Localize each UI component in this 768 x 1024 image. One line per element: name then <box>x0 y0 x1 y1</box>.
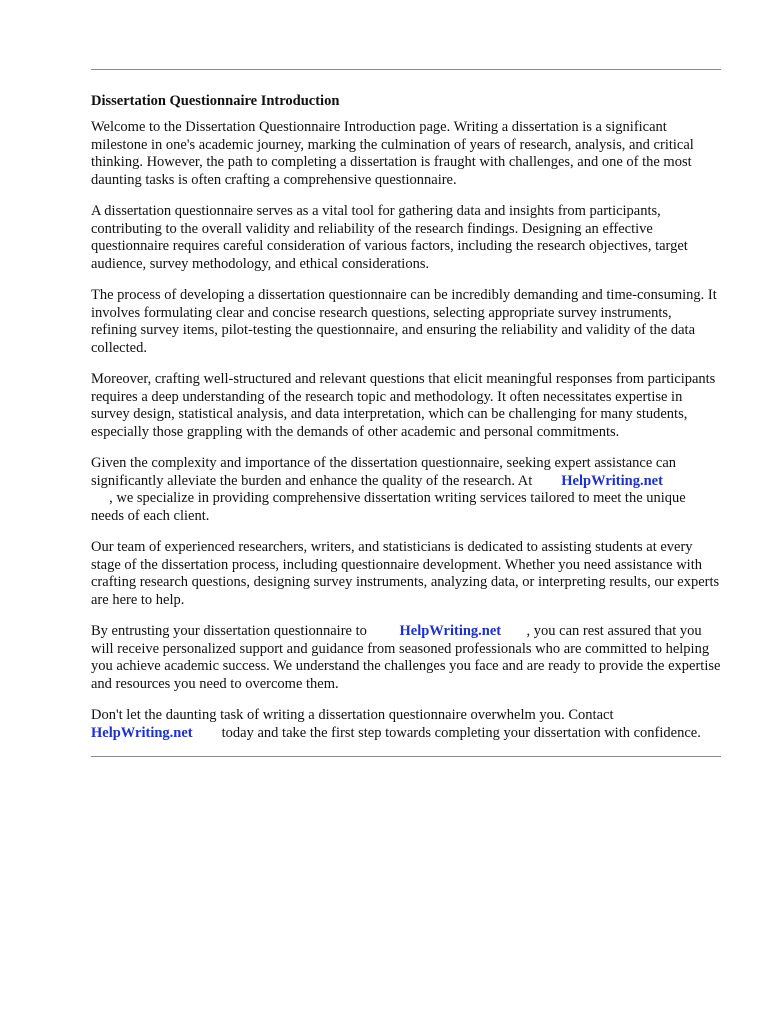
paragraph-contact-text-2: today and take the first step towards completing your dissertation with confidence. <box>221 724 701 741</box>
document-page <box>91 0 721 757</box>
paragraph-expertise: Moreover, crafting well-structured and relevant questions that elicit meaningful responses from participants requires a deep understanding of the research topic and methodology. It often necessitates expertise in survey design, statistical analysis, and data interpretation, which can be challenging for many students, especially those grappling with the demands of other academic and personal commitments. <box>91 371 716 440</box>
bottom-divider <box>91 756 721 757</box>
paragraph-team: Our team of experienced researchers, writers, and statisticians is dedicated to assisting students at every stage of the dissertation process, including questionnaire development. Whether you need assistance with crafting research questions, designing survey instruments, analyzing data, or interpreting results, our experts are here to help. <box>91 539 720 608</box>
paragraph-assistance-text-2: , we specialize in providing comprehensive dissertation writing services tailored to meet the unique needs of each client. <box>91 490 686 524</box>
paragraph-contact-text-1: Don't let the daunting task of writing a dissertation questionnaire overwhelm you. Contact <box>91 707 614 723</box>
paragraph-entrust <box>91 623 721 693</box>
paragraph-entrust-text-1: By entrusting your dissertation questionnaire to <box>91 623 367 639</box>
paragraph-contact <box>91 707 721 742</box>
page-title: Dissertation Questionnaire Introduction <box>91 93 340 109</box>
top-divider <box>91 69 721 70</box>
paragraph-assistance-text-1: Given the complexity and importance of the dissertation questionnaire, seeking expert assistance can significantly alleviate the burden and enhance the quality of the research. At <box>91 455 677 489</box>
helpwriting-link-1[interactable]: HelpWriting.net <box>561 472 663 489</box>
paragraph-assistance <box>91 455 721 525</box>
helpwriting-link-2[interactable]: HelpWriting.net <box>399 623 502 639</box>
helpwriting-link-3[interactable]: HelpWriting.net <box>91 724 193 741</box>
paragraph-intro: Welcome to the Dissertation Questionnaire Introduction page. Writing a dissertation is a significant milestone in one's academic journey, marking the culmination of years of research, analysis, and critical thinking. However, the path to completing a dissertation is fraught with challenges, and one of the most daunting tasks is often crafting a comprehensive questionnaire. <box>91 119 694 188</box>
paragraph-entrust-text-2: , you can rest assured that you will receive personalized support and guidance from seasoned professionals who are committed to helping you achieve academic success. We understand the challenges you face and are ready to provide the expertise and resources you need to overcome them. <box>91 623 721 692</box>
paragraph-process: The process of developing a dissertation questionnaire can be incredibly demanding and time-consuming. It involves formulating clear and concise research questions, selecting appropriate survey instruments, refining survey items, pilot-testing the questionnaire, and ensuring the reliability and validity of the data collected. <box>91 287 717 356</box>
paragraph-purpose: A dissertation questionnaire serves as a vital tool for gathering data and insights from participants, contributing to the overall validity and reliability of the research findings. Designing an effective questionnaire requires careful consideration of various factors, including the research objectives, target audience, survey methodology, and ethical considerations. <box>91 203 688 272</box>
